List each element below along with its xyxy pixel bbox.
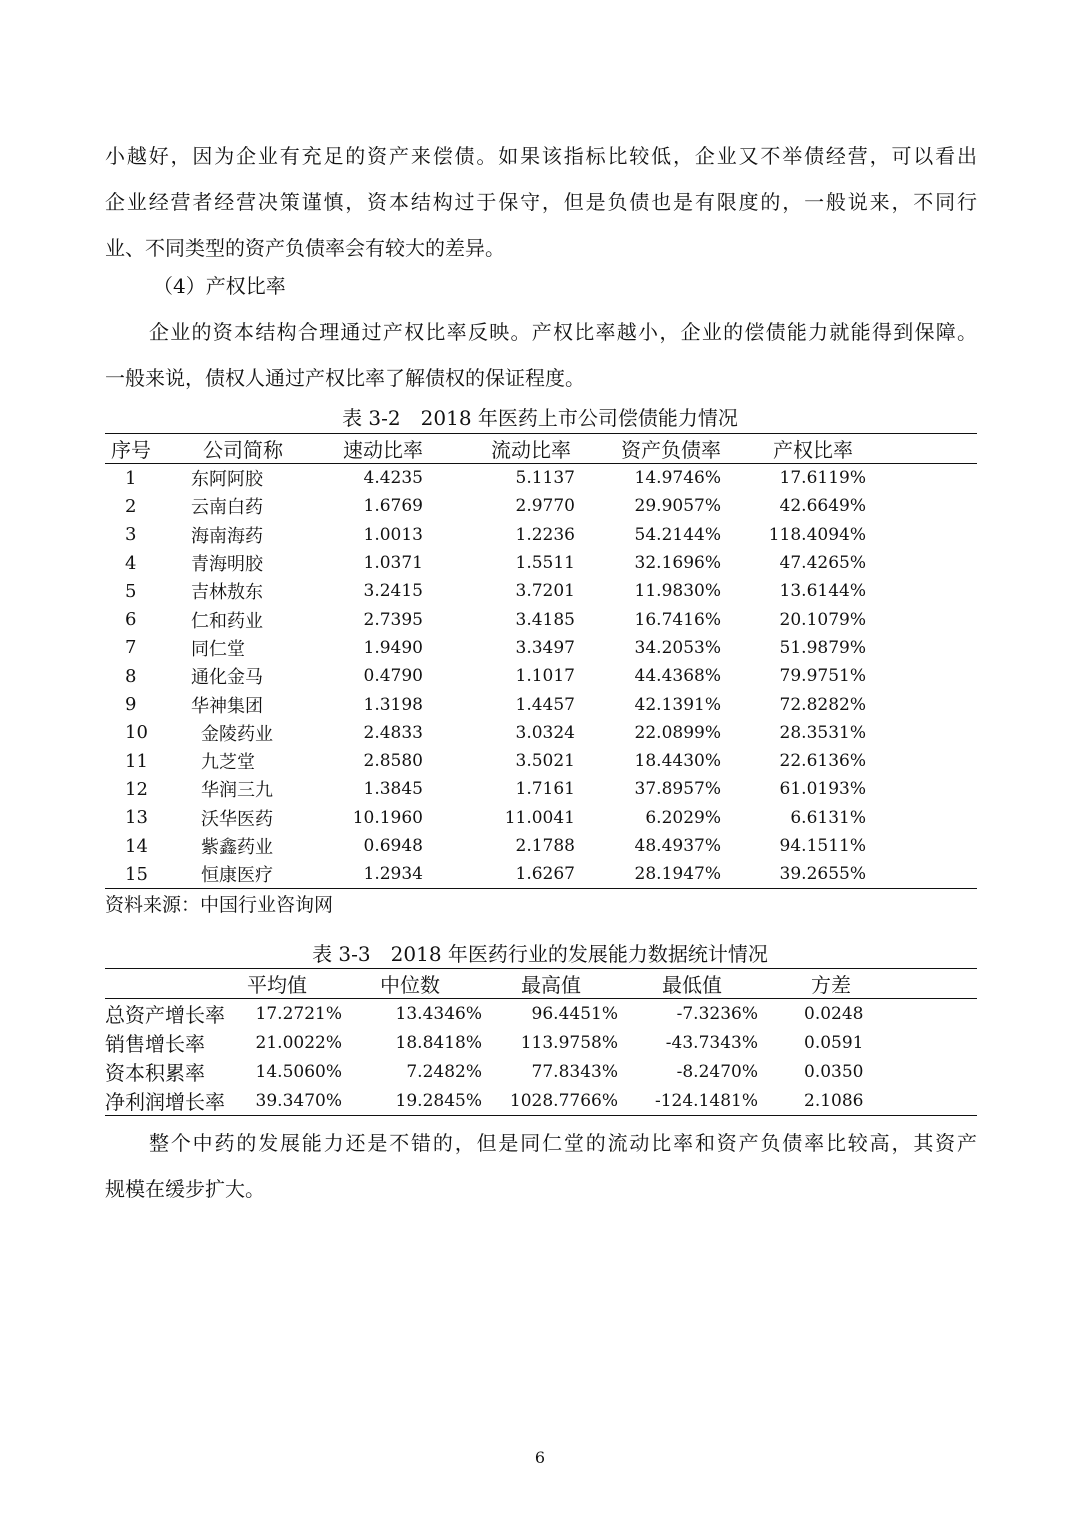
table-cell: 华神集团 (191, 695, 263, 717)
table-row (105, 662, 977, 690)
table-cell: 沃华医药 (201, 808, 273, 830)
header-cell: 序号 (105, 434, 165, 464)
table-cell: 18.8418% (395, 1032, 482, 1053)
table-cell: 12 (125, 778, 148, 800)
table-row (105, 690, 977, 718)
table-cell: 51.9879% (779, 637, 866, 658)
text-line: 规模在缓步扩大。 (105, 1177, 265, 1201)
table-row (105, 1028, 977, 1057)
table-cell: 2.1086 (761, 1086, 881, 1116)
table-cell: 净利润增长率 (105, 1086, 233, 1116)
table-row (105, 521, 977, 549)
header-cell (105, 969, 233, 999)
table-row (105, 464, 977, 493)
table-cell: 6.6131% (790, 807, 866, 828)
table-spacer-cell (881, 1028, 977, 1057)
body-paragraph (105, 309, 977, 401)
table-cell: 14 (125, 835, 148, 857)
table-cell: 1.6769 (363, 496, 423, 517)
page-number: 6 (534, 1448, 546, 1467)
table-cell: 九芝堂 (201, 752, 255, 774)
table-cell: 22.6136% (779, 751, 866, 772)
header-cell: 产权比率 (725, 434, 870, 464)
table-cell: 通化金马 (191, 667, 263, 689)
table-cell: 13.4346% (395, 1003, 482, 1024)
table-cell: 1.0371 (363, 553, 423, 574)
table-cell: 5.1137 (515, 468, 575, 489)
table-header-row (105, 434, 977, 464)
table-cell: 7.2482% (406, 1061, 482, 1082)
table-cell: 61.0193% (779, 779, 866, 800)
table-row (105, 719, 977, 747)
table-spacer-cell (870, 521, 977, 549)
table-cell: -8.2470% (676, 1061, 758, 1082)
table-cell: 4 (125, 552, 137, 574)
table-cell: 吉林敖东 (191, 582, 263, 604)
table-spacer-cell (870, 804, 977, 832)
table-cell: -124.1481% (618, 1086, 761, 1116)
table-cell: 15 (105, 860, 165, 889)
table-spacer-cell (881, 999, 977, 1029)
table-cell: 39.3470% (233, 1086, 348, 1116)
table-cell: 11.0041 (504, 807, 575, 828)
table-cell: 云南白药 (191, 497, 263, 519)
table-source-note: 资料来源：中国行业咨询网 (105, 894, 334, 916)
table-spacer-cell (870, 605, 977, 633)
table-cell: 94.1511% (779, 836, 866, 856)
table-cell: 3.4185 (515, 609, 575, 630)
table-cell: 1 (125, 467, 137, 489)
table-cell: 4.4235 (363, 468, 423, 489)
table-cell: 1.3845 (363, 779, 423, 800)
table-cell: 1028.7766% (488, 1086, 618, 1116)
table-cell: 1.7161 (515, 779, 575, 800)
table-cell: 113.9758% (520, 1032, 618, 1053)
table-cell: 1.0013 (363, 524, 423, 545)
table-row (105, 1086, 977, 1116)
table-cell: 销售增长率 (105, 1032, 205, 1056)
table-cell: 13.6144% (779, 581, 866, 602)
table-cell: 77.8343% (531, 1061, 618, 1082)
header-cell: 最低值 (618, 969, 761, 999)
header-cell: 资产负债率 (575, 434, 725, 464)
table-cell: 0.6948 (363, 836, 423, 856)
table-cell: 6.2029% (645, 807, 721, 828)
table-cell: 同仁堂 (191, 638, 245, 660)
table-3-2-caption: 表 3-2 2018 年医药上市公司偿债能力情况 (342, 406, 738, 430)
table-cell: 13 (125, 807, 148, 829)
table-spacer-cell (881, 1086, 977, 1116)
table-row (105, 634, 977, 662)
table-cell: 1.2236 (515, 524, 575, 545)
intro-paragraph (105, 133, 977, 271)
table-row (105, 549, 977, 577)
table-cell: 72.8282% (779, 694, 866, 715)
table-cell: 14.9746% (634, 468, 721, 489)
table-cell: 3.0324 (515, 722, 575, 743)
table-row (105, 804, 977, 832)
table-row (105, 492, 977, 520)
table-cell: 7 (125, 637, 137, 659)
table-cell: 恒康医疗 (165, 860, 315, 889)
table-cell: 1.4457 (515, 694, 575, 715)
table-cell: 青海明胶 (191, 554, 263, 576)
table-cell: 3 (125, 524, 137, 546)
table-cell: 0.0248 (804, 1003, 864, 1024)
table-spacer-cell (870, 549, 977, 577)
table-cell: 42.6649% (779, 496, 866, 517)
table-cell: 8 (125, 665, 137, 687)
table-cell: 3.2415 (363, 581, 423, 602)
table-cell: 79.9751% (779, 666, 866, 687)
table-cell: 2.7395 (363, 609, 423, 630)
table-3-3 (105, 968, 977, 1116)
header-cell: 方差 (761, 969, 881, 999)
table-cell: 5 (125, 580, 137, 602)
header-cell: 流动比率 (425, 434, 575, 464)
table-spacer-cell (870, 577, 977, 605)
header-cell: 中位数 (348, 969, 488, 999)
table-spacer-cell (870, 719, 977, 747)
table-spacer-cell (870, 775, 977, 803)
table-cell: 金陵药业 (201, 723, 273, 745)
table-cell: 3.3497 (515, 637, 575, 658)
table-spacer-cell (881, 1057, 977, 1086)
table-spacer-cell (870, 662, 977, 690)
header-spacer (870, 434, 977, 464)
table-cell: 32.1696% (634, 553, 721, 574)
table-cell: 2.1788 (515, 836, 575, 856)
table-row (105, 775, 977, 803)
table-cell: 28.1947% (575, 860, 725, 889)
table-spacer-cell (870, 464, 977, 493)
table-cell: 华润三九 (201, 780, 273, 802)
table-spacer-cell (870, 832, 977, 860)
table-cell: 28.3531% (779, 722, 866, 743)
table-cell: 2 (125, 495, 137, 517)
table-cell: 44.4368% (634, 666, 721, 687)
table-spacer-cell (870, 747, 977, 775)
table-cell: 0.0350 (804, 1061, 864, 1082)
text-line: 小越好，因为企业有充足的资产来偿债。如果该指标比较低，企业又不举债经营，可以看出 (105, 144, 977, 168)
table-cell: 10.1960 (352, 807, 423, 828)
table-cell: 0.0591 (804, 1032, 864, 1053)
table-cell: 22.0899% (634, 722, 721, 743)
table-header-row (105, 969, 977, 999)
table-row (105, 577, 977, 605)
table-cell: 34.2053% (634, 637, 721, 658)
table-cell: 39.2655% (725, 860, 870, 889)
table-cell: -43.7343% (665, 1032, 758, 1053)
table-cell: 42.1391% (634, 694, 721, 715)
header-cell: 公司简称 (165, 434, 315, 464)
table-spacer-cell (870, 690, 977, 718)
table-cell: 19.2845% (348, 1086, 488, 1116)
section-heading: （4）产权比率 (153, 274, 286, 298)
table-cell: 3.5021 (515, 751, 575, 772)
table-cell: 11 (125, 750, 148, 772)
table-cell: 总资产增长率 (105, 1003, 225, 1027)
table-row (105, 605, 977, 633)
table-cell: 仁和药业 (191, 610, 263, 632)
table-cell: 紫鑫药业 (201, 837, 273, 858)
table-cell: 48.4937% (634, 836, 721, 856)
table-cell: 17.6119% (779, 468, 866, 489)
header-spacer (881, 969, 977, 999)
table-cell: 资本积累率 (105, 1061, 205, 1085)
table-cell: 14.5060% (255, 1061, 342, 1082)
text-line: 一般来说，债权人通过产权比率了解债权的保证程度。 (105, 366, 585, 390)
table-spacer-cell (870, 634, 977, 662)
table-cell: 1.3198 (363, 694, 423, 715)
table-cell: -7.3236% (676, 1003, 758, 1024)
table-cell: 37.8957% (634, 779, 721, 800)
header-cell: 速动比率 (315, 434, 425, 464)
table-cell: 2.8580 (363, 751, 423, 772)
table-cell: 6 (125, 609, 137, 631)
table-cell: 17.2721% (255, 1003, 342, 1024)
table-cell: 3.7201 (515, 581, 575, 602)
text-line: 整个中药的发展能力还是不错的，但是同仁堂的流动比率和资产负债率比较高，其资产 (149, 1131, 977, 1155)
table-spacer-cell (870, 860, 977, 889)
text-line: 企业的资本结构合理通过产权比率反映。产权比率越小，企业的偿债能力就能得到保障。 (149, 320, 977, 344)
table-3-2 (105, 433, 977, 889)
table-cell: 1.2934 (315, 860, 425, 889)
table-row (105, 832, 977, 860)
table-cell: 1.6267 (425, 860, 575, 889)
table-cell: 16.7416% (634, 609, 721, 630)
table-cell: 29.9057% (634, 496, 721, 517)
table-cell: 47.4265% (779, 553, 866, 574)
table-spacer-cell (870, 492, 977, 520)
header-cell: 平均值 (233, 969, 348, 999)
table-cell: 21.0022% (255, 1032, 342, 1053)
table-cell: 2.9770 (515, 496, 575, 517)
table-row (105, 860, 977, 889)
table-cell: 11.9830% (634, 581, 721, 602)
table-cell: 1.1017 (515, 666, 575, 687)
table-row (105, 999, 977, 1029)
table-cell: 1.9490 (363, 637, 423, 658)
text-line: 业、不同类型的资产负债率会有较大的差异。 (105, 236, 505, 260)
table-cell: 96.4451% (531, 1003, 618, 1024)
table-cell: 18.4430% (634, 751, 721, 772)
table-cell: 20.1079% (779, 609, 866, 630)
table-row (105, 1057, 977, 1086)
table-cell: 10 (125, 722, 148, 744)
table-row (105, 747, 977, 775)
table-cell: 9 (125, 694, 137, 716)
header-cell: 最高值 (488, 969, 618, 999)
table-cell: 2.4833 (363, 722, 423, 743)
table-cell: 海南海药 (191, 525, 263, 547)
conclusion-paragraph (105, 1120, 977, 1212)
table-cell: 0.4790 (363, 666, 423, 687)
table-cell: 118.4094% (768, 524, 866, 545)
text-line: 企业经营者经营决策谨慎，资本结构过于保守，但是负债也是有限度的，一般说来，不同行 (105, 190, 977, 214)
table-cell: 东阿阿胶 (191, 469, 263, 491)
table-3-3-caption: 表 3-3 2018 年医药行业的发展能力数据统计情况 (312, 942, 768, 966)
table-cell: 54.2144% (634, 524, 721, 545)
table-cell: 1.5511 (515, 553, 575, 574)
